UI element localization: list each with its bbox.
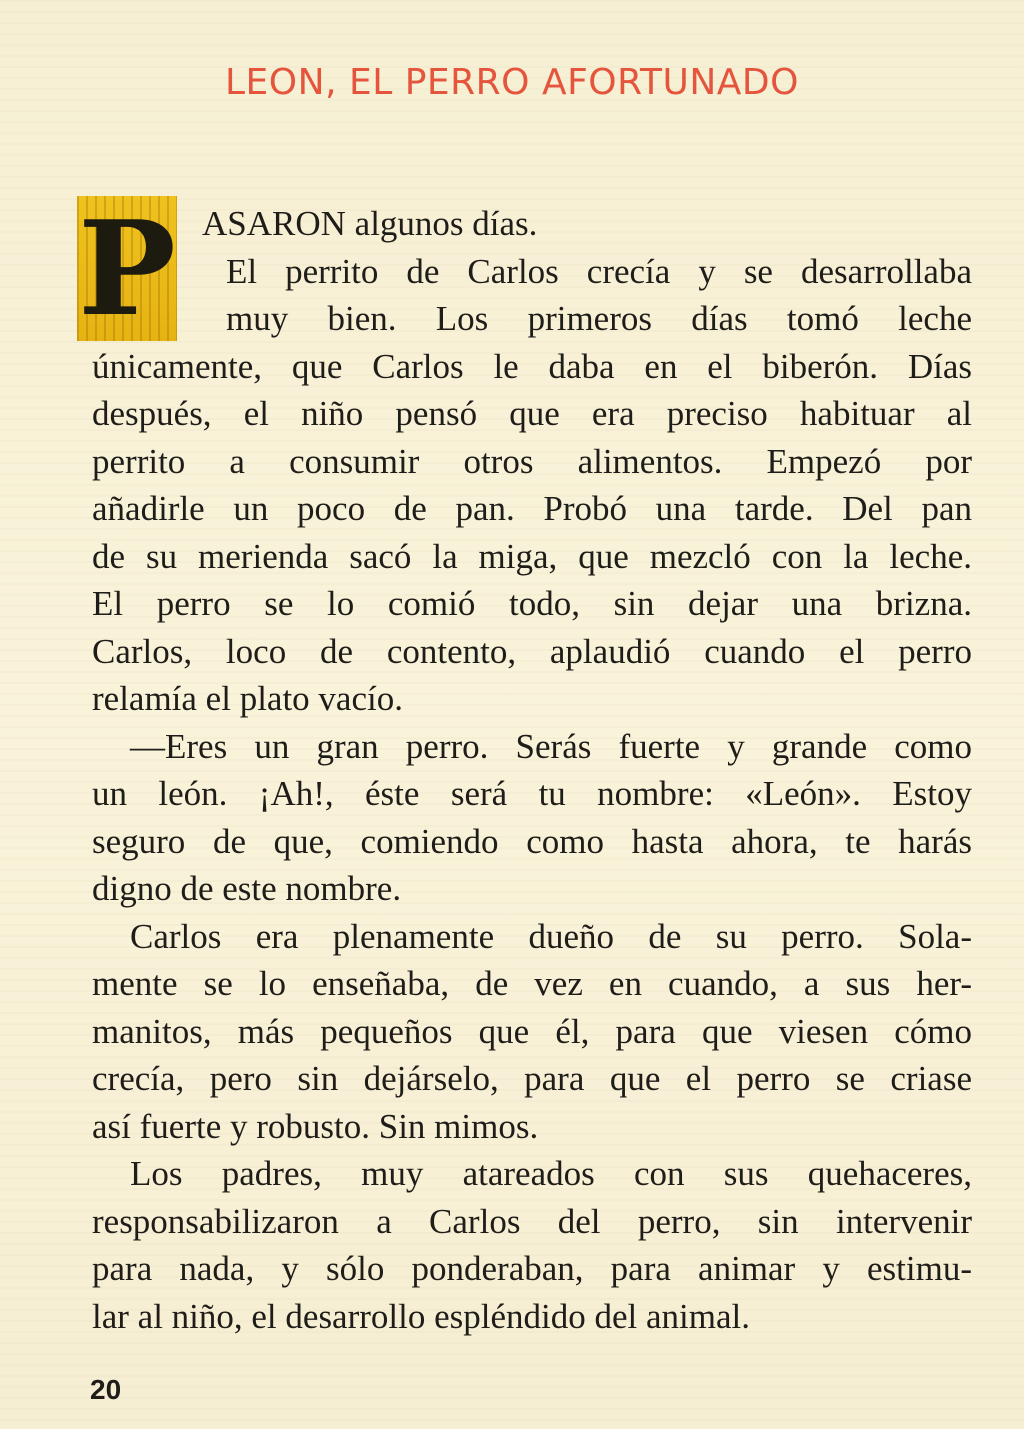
text-line: de su merienda sacó la miga, que mezcló con la leche. — [92, 536, 972, 576]
text-line: un león. ¡Ah!, éste será tu nombre: «León». Estoy — [92, 774, 972, 813]
text-line: Los padres, muy atareados con sus quehaceres, — [130, 1154, 972, 1193]
drop-cap-letter: P — [78, 196, 176, 341]
page-number: 20 — [90, 1374, 122, 1405]
text-line: El perro se lo comió todo, sin dejar una brizna. — [92, 584, 972, 623]
text-line: relamía el plato vacío. — [92, 679, 403, 718]
body-text — [92, 200, 972, 1340]
text-line: responsabilizaron a Carlos del perro, sin intervenir — [92, 1201, 972, 1241]
text-line: mente se lo enseñaba, de vez en cuando, a sus her- — [92, 964, 972, 1003]
text-line: únicamente, que Carlos le daba en el biberón. Días — [92, 346, 972, 386]
text-line: lar al niño, el desarrollo espléndido del animal. — [92, 1296, 750, 1336]
text-line: Carlos, loco de contento, aplaudió cuando el perro — [92, 631, 972, 671]
text-line: muy bien. Los primeros días tomó leche — [226, 299, 972, 338]
running-head: LEON, EL PERRO AFORTUNADO — [225, 62, 799, 103]
text-line: manitos, más pequeños que él, para que viesen cómo — [92, 1011, 972, 1051]
text-line: crecía, pero sin dejárselo, para que el perro se criase — [92, 1059, 972, 1098]
text-line: digno de este nombre. — [92, 869, 402, 908]
text-line: añadirle un poco de pan. Probó una tarde. Del pan — [92, 489, 972, 528]
text-line: perrito a consumir otros alimentos. Empezó por — [92, 441, 972, 481]
text-line: El perrito de Carlos crecía y se desarrollaba — [226, 251, 972, 291]
text-line: seguro de que, comiendo como hasta ahora, te harás — [92, 821, 972, 861]
text-line: así fuerte y robusto. Sin mimos. — [92, 1106, 539, 1146]
text-line: para nada, y sólo ponderaban, para animar y estimu- — [92, 1249, 972, 1288]
text-line: —Eres un gran perro. Serás fuerte y grande como — [130, 726, 972, 766]
text-line: ASARON algunos días. — [202, 204, 538, 243]
text-line: después, el niño pensó que era preciso habituar al — [92, 394, 972, 433]
text-line: Carlos era plenamente dueño de su perro. Sola- — [130, 916, 972, 956]
